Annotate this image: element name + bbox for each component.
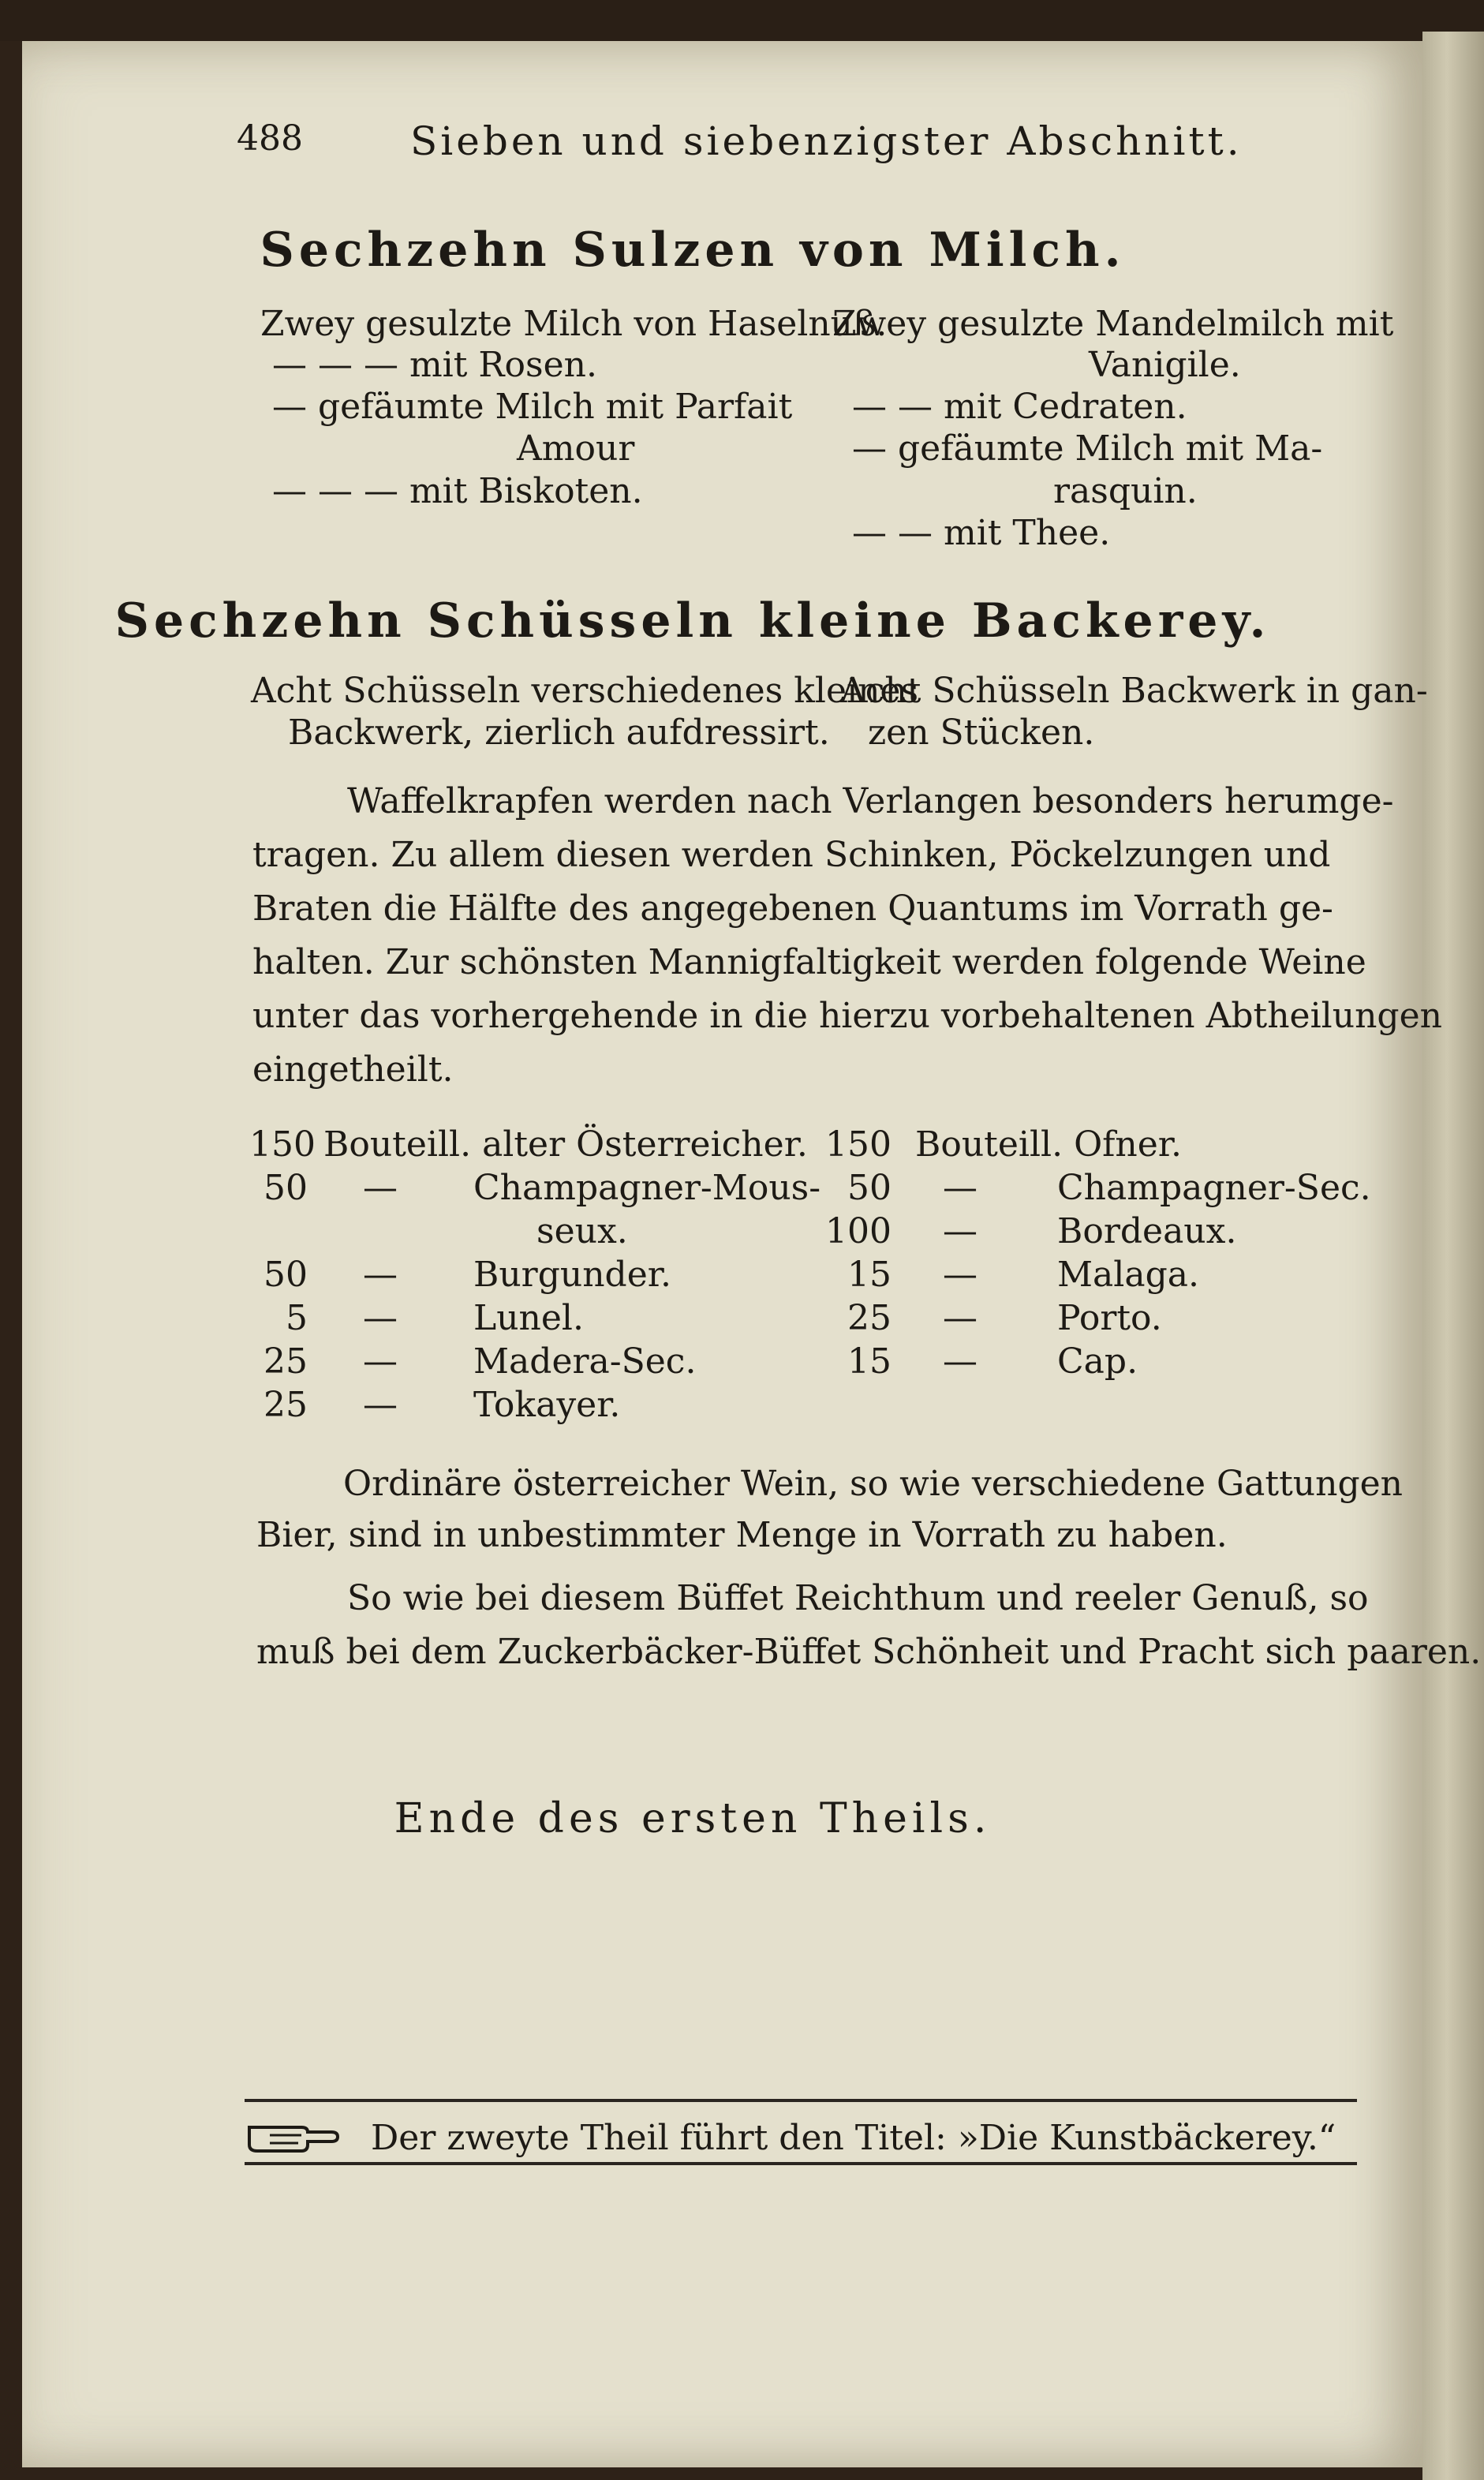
wine-dash: — (943, 1255, 977, 1295)
book-page (22, 41, 1482, 2467)
section-heading-sulzen: Sechzehn Sulzen von Milch. (260, 223, 1126, 278)
list-item: Zwey gesulzte Milch von Haselnuß. (260, 304, 888, 344)
section-heading-backerey: Sechzehn Schüsseln kleine Backerey. (114, 593, 1271, 649)
wine-quantity: 5 (286, 1298, 308, 1338)
wine-quantity: 15 (847, 1255, 892, 1295)
wine-name: Champagner-Sec. (1057, 1168, 1371, 1208)
text-line: tragen. Zu allem diesen werden Schinken, Pöckelzungen und (252, 835, 1331, 875)
footer-rule-top (245, 2099, 1357, 2102)
wine-name: Bouteill. Ofner. (915, 1124, 1182, 1165)
wine-name: Burgunder. (473, 1255, 671, 1295)
list-item: — gefäumte Milch mit Parfait (272, 387, 793, 427)
wine-name: Bouteill. alter Österreicher. (323, 1124, 808, 1165)
wine-name: Champagner-Mous- (473, 1168, 821, 1208)
list-item: zen Stücken. (868, 713, 1095, 753)
wine-dash: — (363, 1298, 398, 1338)
list-item: — — mit Thee. (852, 513, 1111, 553)
wine-quantity: 50 (264, 1168, 308, 1208)
wine-quantity: 100 (825, 1211, 892, 1251)
wine-dash: — (943, 1341, 977, 1382)
end-of-part-text: Ende des ersten Theils. (394, 1795, 992, 1842)
wine-name: Porto. (1057, 1298, 1162, 1338)
wine-name: Madera-Sec. (473, 1341, 697, 1382)
pointing-hand-icon (246, 2116, 341, 2164)
text-line: unter das vorhergehende in die hierzu vorbehaltenen Abtheilungen (252, 996, 1442, 1036)
wine-name: Cap. (1057, 1341, 1138, 1382)
wine-quantity: 50 (264, 1255, 308, 1295)
wine-dash: — (363, 1385, 398, 1425)
wine-name: Bordeaux. (1057, 1211, 1237, 1251)
list-item: Acht Schüsseln verschiedenes kleines (251, 671, 919, 711)
wine-quantity: 25 (264, 1341, 308, 1382)
wine-dash: — (943, 1211, 977, 1251)
wine-dash: — (943, 1298, 977, 1338)
list-item: — — — mit Rosen. (272, 345, 597, 385)
footer-rule-bottom (245, 2162, 1357, 2165)
list-item: Acht Schüsseln Backwerk in gan- (840, 671, 1428, 711)
footer-note: Der zweyte Theil führt den Titel: »Die Kunstbäckerey.“ (371, 2118, 1336, 2158)
list-item: — gefäumte Milch mit Ma- (852, 428, 1323, 469)
list-item: Vanigile. (1089, 345, 1241, 385)
list-item: Zwey gesulzte Mandelmilch mit (832, 304, 1394, 344)
wine-quantity: 25 (264, 1385, 308, 1425)
list-item: — — — mit Biskoten. (272, 471, 643, 511)
list-item: rasquin. (1053, 471, 1198, 511)
wine-quantity: 25 (847, 1298, 892, 1338)
list-item: — — mit Cedraten. (852, 387, 1187, 427)
text-line: So wie bei diesem Büffet Reichthum und reeler Genuß, so (347, 1578, 1369, 1618)
text-line: Bier, sind in unbestimmter Menge in Vorrath zu haben. (256, 1515, 1228, 1555)
list-item: Amour (517, 428, 635, 469)
text-line: Ordinäre österreicher Wein, so wie verschiedene Gattungen (343, 1464, 1403, 1504)
wine-dash: — (363, 1168, 398, 1208)
wine-dash: — (943, 1168, 977, 1208)
text-line: Waffelkrapfen werden nach Verlangen besonders herumge- (347, 781, 1394, 821)
wine-name: Lunel. (473, 1298, 584, 1338)
wine-quantity: 50 (847, 1168, 892, 1208)
running-title: Sieben und siebenzigster Abschnitt. (410, 118, 1243, 164)
wine-name: Tokayer. (473, 1385, 621, 1425)
wine-quantity: 150 (249, 1124, 316, 1165)
wine-quantity: 15 (847, 1341, 892, 1382)
text-line: eingetheilt. (252, 1049, 454, 1090)
text-line: Braten die Hälfte des angegebenen Quantums im Vorrath ge- (252, 888, 1333, 929)
wine-dash: — (363, 1255, 398, 1295)
wine-name: Malaga. (1057, 1255, 1199, 1295)
page-number: 488 (237, 118, 303, 159)
wine-quantity: 150 (825, 1124, 892, 1165)
text-line: halten. Zur schönsten Mannigfaltigkeit werden folgende Weine (252, 942, 1366, 982)
list-item: Backwerk, zierlich aufdressirt. (288, 713, 830, 753)
wine-name: seux. (536, 1211, 628, 1251)
wine-dash: — (363, 1341, 398, 1382)
text-line: muß bei dem Zuckerbäcker-Büffet Schönheit und Pracht sich paaren. (256, 1632, 1482, 1672)
